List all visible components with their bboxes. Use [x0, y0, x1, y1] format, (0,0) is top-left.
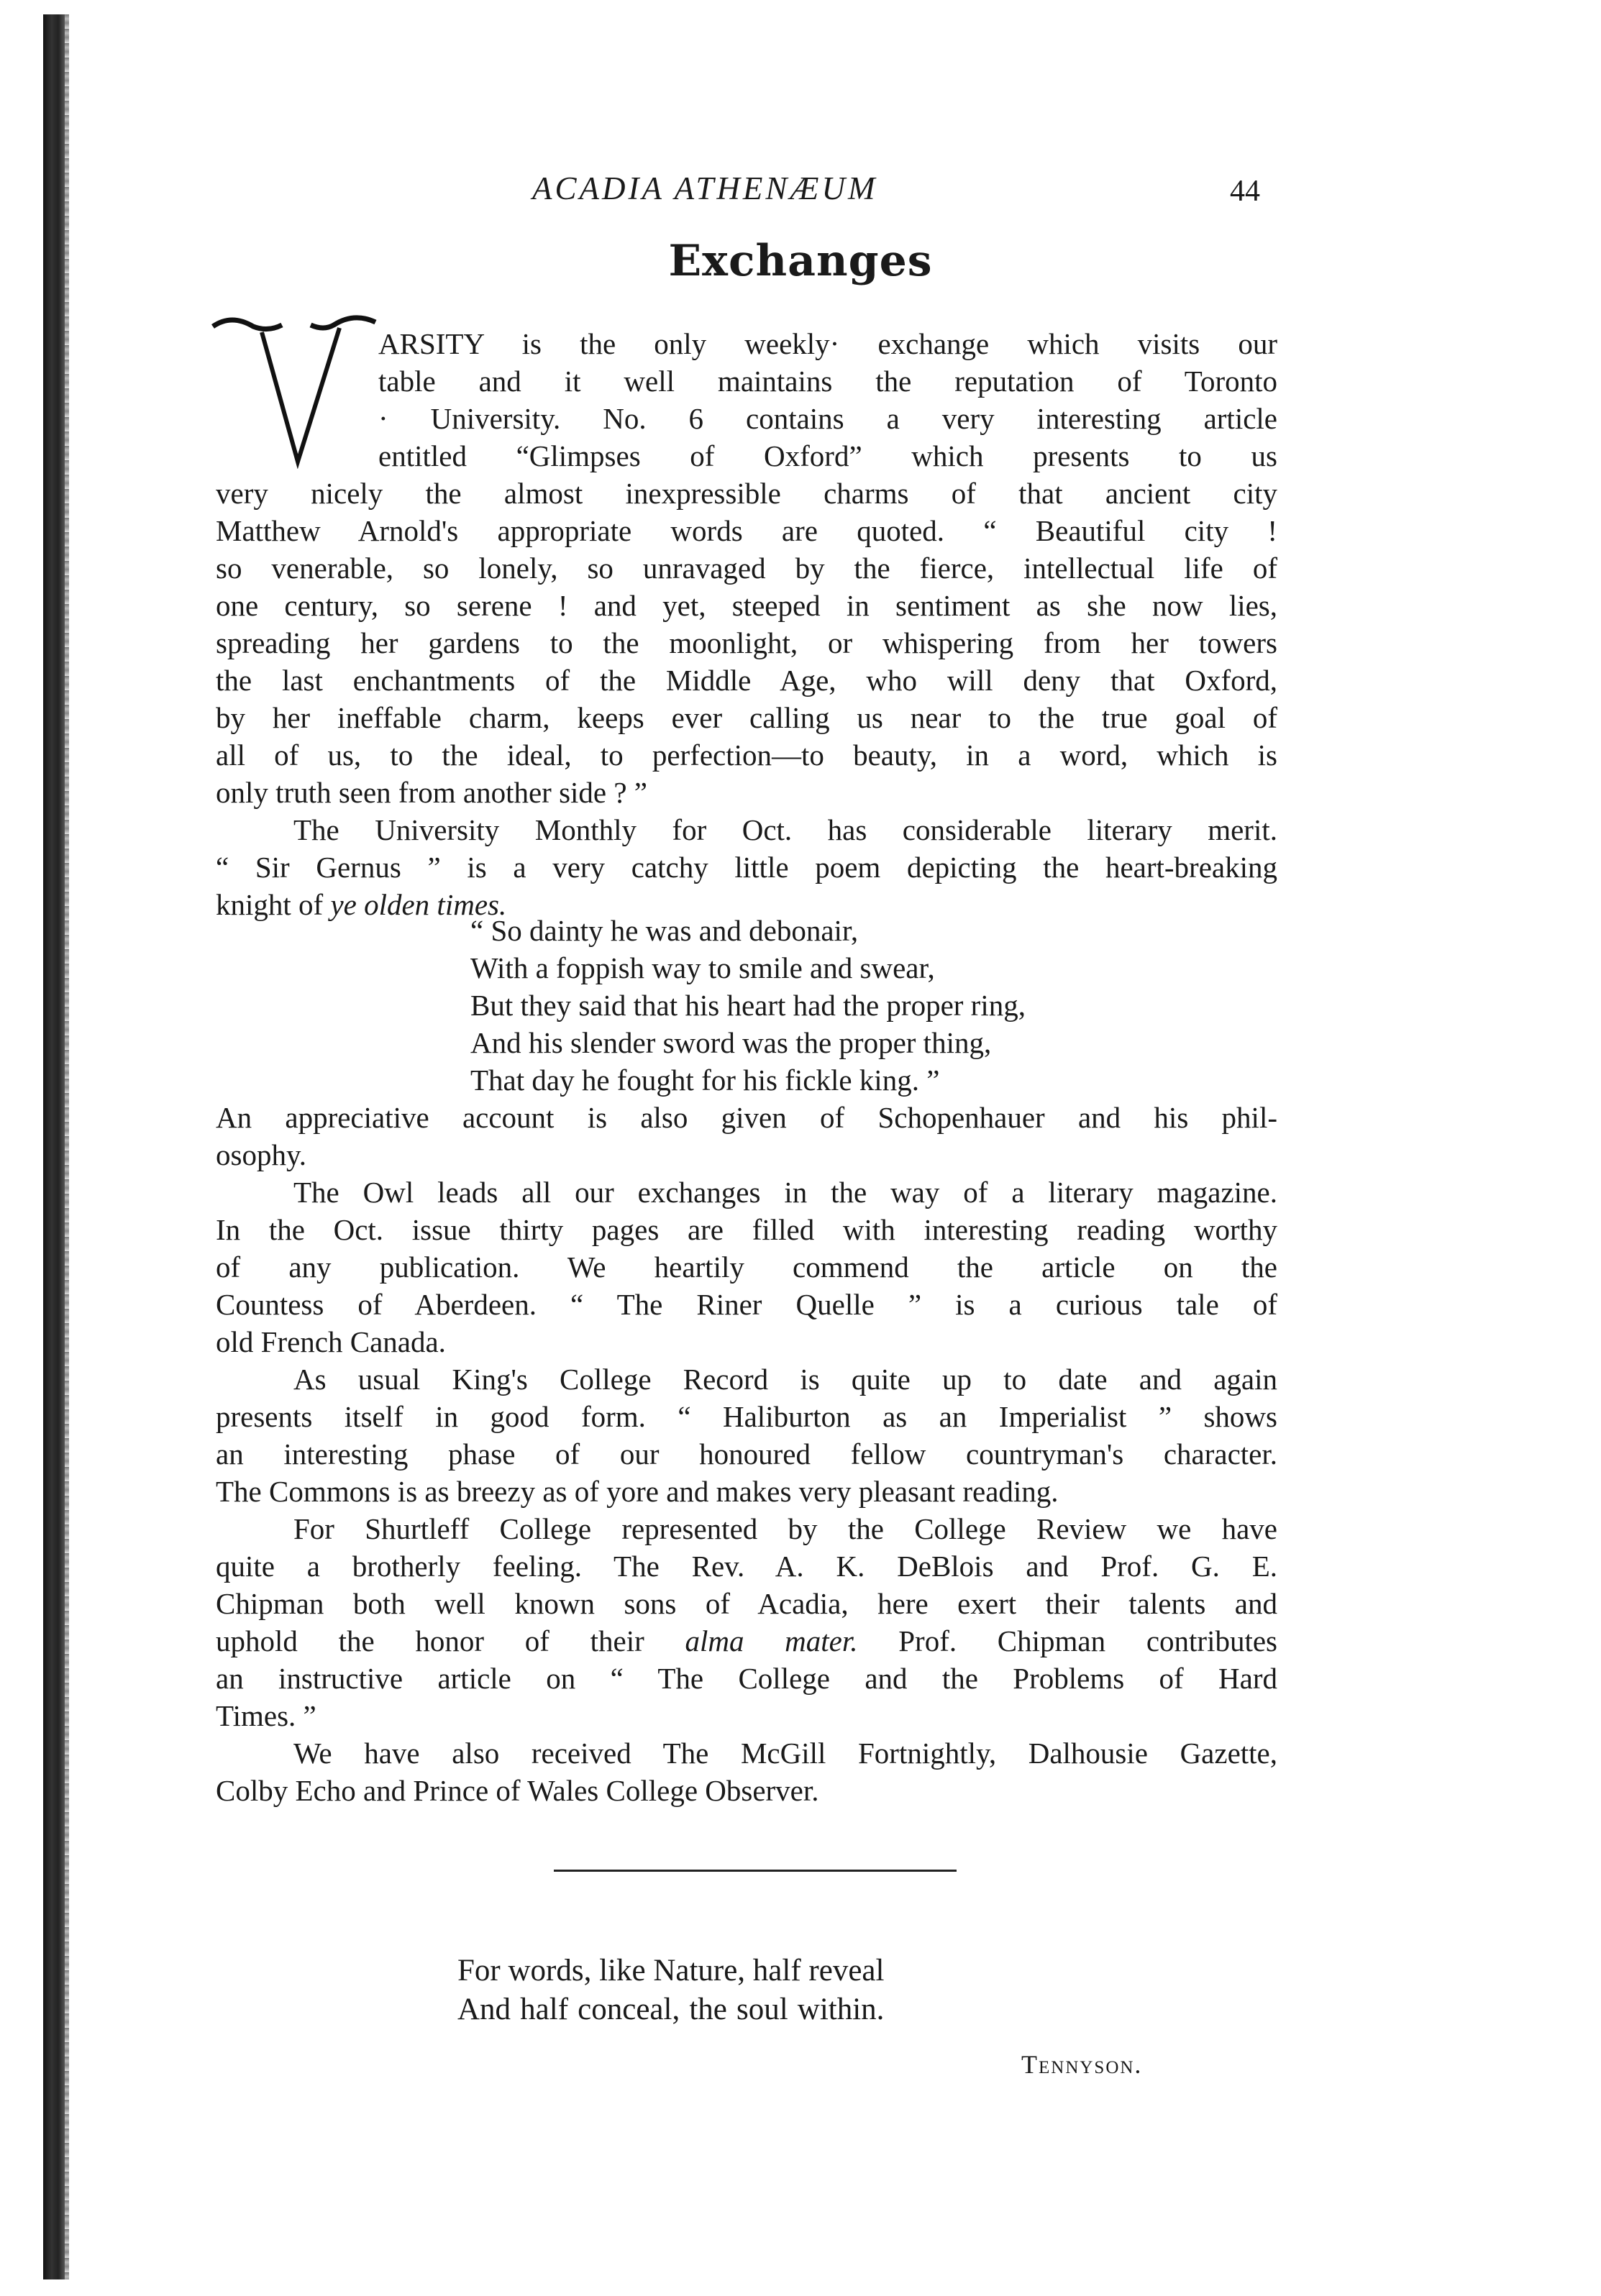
text-line: Countess of Aberdeen. “ The Riner Quelle ” is a curious tale of	[216, 1288, 1277, 1321]
text-line: The Commons is as breezy as of yore and makes very pleasant reading.	[216, 1475, 1059, 1508]
paragraph-received	[216, 1734, 1277, 1809]
text-line: We have also received The McGill Fortnightly, Dalhousie Gazette,	[293, 1737, 1277, 1770]
text-line: very nicely the almost inexpressible charms of that ancient city	[216, 477, 1277, 510]
text-line: In the Oct. issue thirty pages are filled with interesting reading worthy	[216, 1213, 1277, 1246]
text-line: all of us, to the ideal, to perfection—to beauty, in a word, which is	[216, 738, 1277, 772]
text-line: Times. ”	[216, 1699, 316, 1732]
text-line: an instructive article on “ The College and the Problems of Hard	[216, 1662, 1277, 1695]
text-line: ARSITY is the only weekly· exchange which visits our	[378, 327, 1277, 360]
text-line: “ Sir Gernus ” is a very catchy little poem depicting the heart-breaking	[216, 851, 1277, 884]
divider-rule	[554, 1870, 957, 1872]
text-line: For Shurtleff College represented by the College Review we have	[293, 1512, 1277, 1545]
text-line: The Owl leads all our exchanges in the way of a literary magazine.	[293, 1176, 1277, 1209]
poem-line: But they said that his heart had the proper ring,	[470, 989, 1026, 1022]
text-line: an interesting phase of our honoured fellow countryman's character.	[216, 1437, 1277, 1471]
text-line: spreading her gardens to the moonlight, or whispering from her towers	[216, 626, 1277, 659]
text-line: The University Monthly for Oct. has considerable literary merit.	[293, 813, 1277, 846]
text-fragment: Prof. Chipman contributes	[857, 1624, 1278, 1657]
text-line: the last enchantments of the Middle Age, who will deny that Oxford,	[216, 664, 1277, 697]
paragraph-varsity	[216, 325, 1277, 811]
text-line: As usual King's College Record is quite up to date and again	[293, 1363, 1277, 1396]
poem-line: And his slender sword was the proper thing,	[470, 1026, 992, 1059]
italic-phrase: ye olden times.	[330, 888, 507, 921]
text-line: table and it well maintains the reputation of Toronto	[378, 365, 1277, 398]
text-line: one century, so serene ! and yet, steeped in sentiment as she now lies,	[216, 589, 1277, 622]
poem-sir-gernus	[470, 912, 1026, 1099]
quote-line: For words, like Nature, half reveal	[457, 1954, 885, 1988]
poem-line: “ So dainty he was and debonair,	[470, 914, 859, 947]
paragraph-owl	[216, 1174, 1277, 1360]
text-line	[216, 1622, 1277, 1660]
text-line: Chipman both well known sons of Acadia, here exert their talents and	[216, 1587, 1277, 1620]
paragraph-university-monthly	[216, 811, 1277, 923]
text-line: quite a brotherly feeling. The Rev. A. K. DeBlois and Prof. G. E.	[216, 1550, 1277, 1583]
text-line: so venerable, so lonely, so unravaged by the fierce, intellectual life of	[216, 552, 1277, 585]
paragraph-kings-college	[216, 1360, 1277, 1510]
paragraph-shurtleff	[216, 1510, 1277, 1734]
book-binding-edge	[43, 14, 65, 2279]
text-line: of any publication. We heartily commend the article on the	[216, 1250, 1277, 1284]
page-number: 44	[1230, 175, 1260, 208]
text-line: entitled “Glimpses of Oxford” which presents to us	[378, 439, 1277, 472]
text-line: Colby Echo and Prince of Wales College Observer.	[216, 1774, 819, 1807]
text-line: old French Canada.	[216, 1325, 446, 1358]
poem-line: With a foppish way to smile and swear,	[470, 951, 935, 984]
quote-attribution: Tennyson.	[1021, 2050, 1143, 2079]
text-line: · University. No. 6 contains a very interesting article	[378, 402, 1277, 435]
text-line: osophy.	[216, 1138, 307, 1171]
quote-line: And half conceal, the soul within.	[457, 1993, 885, 2026]
poem-line: That day he fought for his fickle king. ”	[470, 1064, 940, 1097]
text-line: presents itself in good form. “ Haliburton as an Imperialist ” shows	[216, 1400, 1277, 1433]
text-fragment: knight of	[216, 888, 331, 921]
text-line: Matthew Arnold's appropriate words are quoted. “ Beautiful city !	[216, 514, 1277, 547]
text-line: by her ineffable charm, keeps ever calling us near to the true goal of	[216, 701, 1277, 734]
running-title: ACADIA ATHENÆUM	[532, 170, 878, 206]
text-line: only truth seen from another side ? ”	[216, 776, 648, 809]
paragraph-schopenhauer	[216, 1099, 1277, 1174]
italic-phrase: alma mater.	[685, 1624, 858, 1657]
running-header	[532, 170, 1260, 213]
section-title: Exchanges	[668, 236, 933, 286]
text-fragment: uphold the honor of their	[216, 1624, 685, 1657]
closing-quote	[457, 1952, 884, 2029]
text-line: An appreciative account is also given of Schopenhauer and his phil-	[216, 1101, 1277, 1134]
